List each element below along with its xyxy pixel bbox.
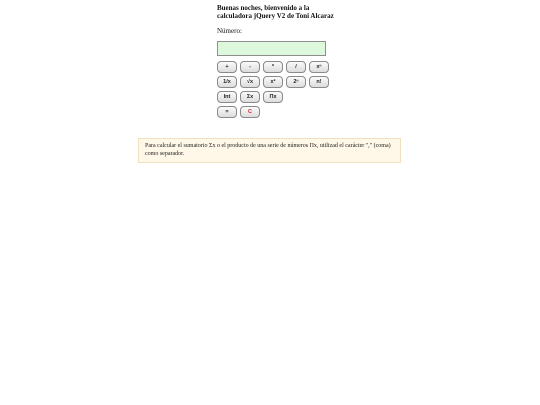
button-grid [217, 61, 337, 118]
sum-button[interactable]: Σx [240, 91, 260, 103]
square-button[interactable]: x² [263, 76, 283, 88]
info-box [138, 138, 401, 163]
reciprocal-button[interactable]: 1/x [217, 76, 237, 88]
button-row [217, 106, 337, 118]
product-button[interactable]: Πx [263, 91, 283, 103]
pow2-button[interactable]: 2ⁿ [286, 76, 306, 88]
subtract-button[interactable]: - [240, 61, 260, 73]
multiply-button[interactable]: * [263, 61, 283, 73]
info-text: Para calcular el sumatorio Σx o el producto de una serie de números Πx, utilizad el carácter "," (coma) como separador. [145, 143, 391, 157]
number-input[interactable] [217, 41, 326, 56]
page-title: Buenas noches, bienvenido a la calculadora jQuery V2 de Toni Alcaraz [217, 4, 334, 20]
calculator [217, 5, 337, 118]
button-row [217, 61, 337, 73]
int-button[interactable]: Int [217, 91, 237, 103]
divide-button[interactable]: / [286, 61, 306, 73]
button-row [217, 76, 337, 88]
equals-button[interactable]: = [217, 106, 237, 118]
power-button[interactable]: xⁿ [309, 61, 329, 73]
button-row [217, 91, 337, 103]
clear-button[interactable]: C [240, 106, 260, 118]
add-button[interactable]: + [217, 61, 237, 73]
factorial-button[interactable]: n! [309, 76, 329, 88]
sqrt-button[interactable]: √x [240, 76, 260, 88]
number-label: Número: [217, 27, 242, 36]
